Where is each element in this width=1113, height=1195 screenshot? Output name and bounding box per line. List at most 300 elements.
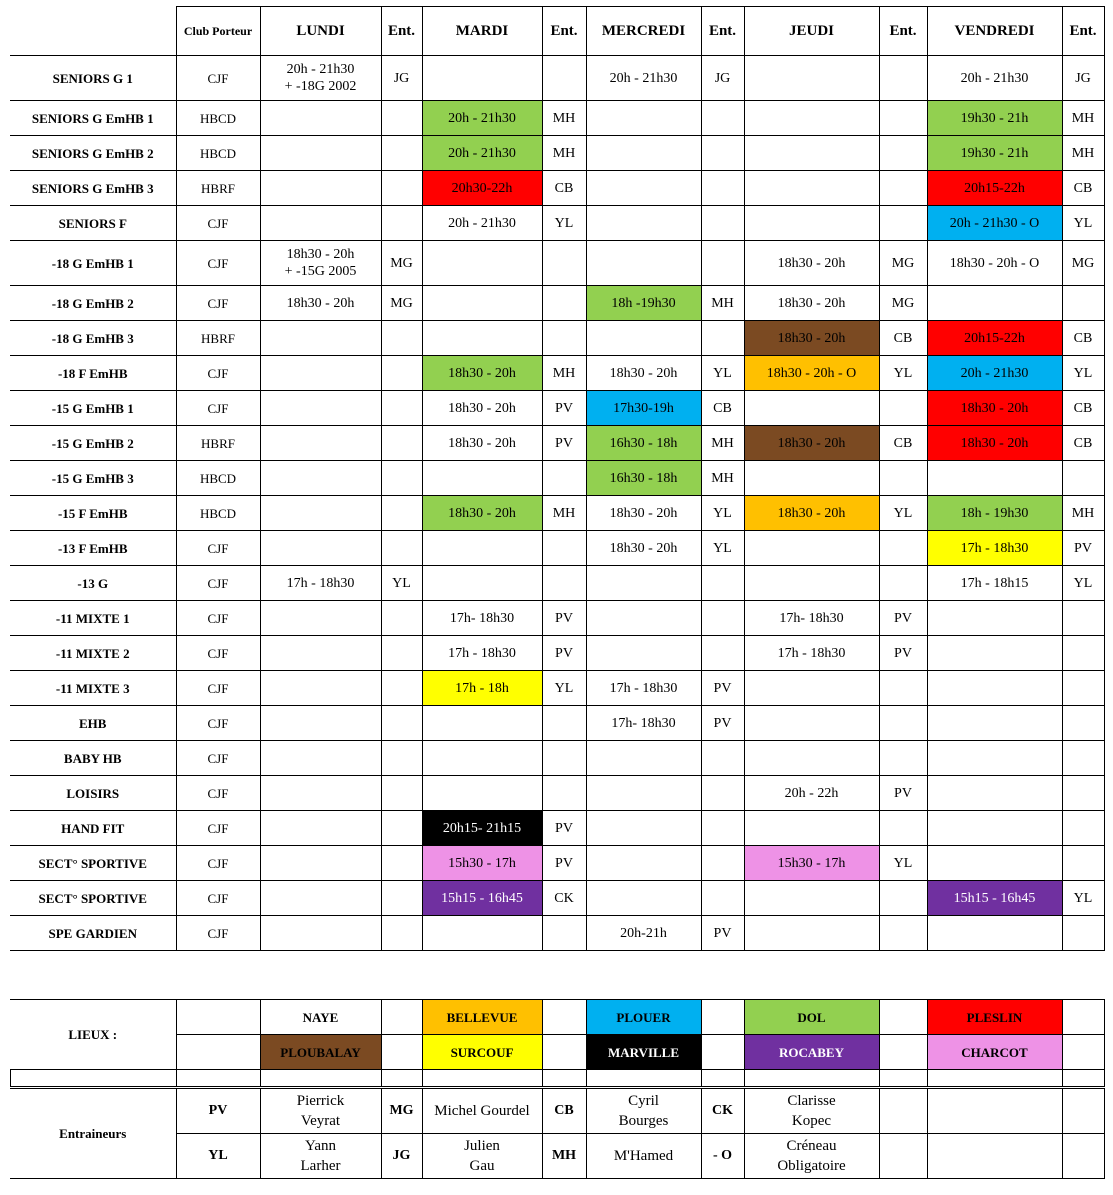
time-slot: 17h - 18h30 [260, 566, 381, 601]
time-slot: 17h - 18h30 [744, 636, 879, 671]
coach-code: MH [542, 136, 586, 171]
schedule-row [10, 461, 1104, 496]
time-slot [422, 566, 542, 601]
time-slot [586, 741, 701, 776]
time-slot: 15h15 - 16h45 [927, 881, 1062, 916]
club-porteur: CJF [176, 706, 260, 741]
time-slot: 19h30 - 21h [927, 136, 1062, 171]
time-slot [744, 206, 879, 241]
coach-code: MH [1062, 496, 1104, 531]
coach-code: PV [701, 706, 744, 741]
schedule-row [10, 426, 1104, 461]
time-slot [260, 321, 381, 356]
schedule-row [10, 916, 1104, 951]
coach-code [381, 706, 422, 741]
team-name: -13 F EmHB [10, 531, 176, 566]
coach-code [381, 206, 422, 241]
team-name: -11 MIXTE 3 [10, 671, 176, 706]
time-slot: 20h - 21h30 [927, 356, 1062, 391]
club-porteur: CJF [176, 811, 260, 846]
time-slot [260, 136, 381, 171]
location-swatch: CHARCOT [927, 1035, 1062, 1070]
club-porteur: CJF [176, 776, 260, 811]
empty-cell [542, 1000, 586, 1035]
coach-code [381, 811, 422, 846]
coach-code [1062, 776, 1104, 811]
club-porteur: CJF [176, 671, 260, 706]
schedule-row [10, 171, 1104, 206]
coach-code: CB [879, 321, 927, 356]
coach-code [701, 171, 744, 206]
club-porteur: CJF [176, 846, 260, 881]
coach-abbrev: MH [542, 1134, 586, 1179]
coach-code [701, 636, 744, 671]
empty-cell [1062, 1000, 1104, 1035]
schedule-row [10, 321, 1104, 356]
coach-code [701, 101, 744, 136]
schedule-row [10, 101, 1104, 136]
time-slot [586, 136, 701, 171]
coach-code [381, 136, 422, 171]
coach-code: PV [879, 601, 927, 636]
time-slot: 18h30 - 20h [260, 286, 381, 321]
coach-code: PV [542, 636, 586, 671]
location-swatch: ROCABEY [744, 1035, 879, 1070]
coach-code [879, 916, 927, 951]
time-slot [260, 601, 381, 636]
time-slot [586, 811, 701, 846]
time-slot [422, 741, 542, 776]
time-slot [260, 426, 381, 461]
coach-code [701, 601, 744, 636]
coach-code: MH [1062, 101, 1104, 136]
empty-cell [927, 1134, 1062, 1179]
team-name: -18 G EmHB 3 [10, 321, 176, 356]
time-slot [586, 241, 701, 286]
schedule-row [10, 136, 1104, 171]
time-slot: 18h30 - 20h [422, 426, 542, 461]
coach-code [381, 741, 422, 776]
time-slot: 20h - 22h [744, 776, 879, 811]
schedule-row [10, 636, 1104, 671]
coach-code [879, 461, 927, 496]
time-slot [260, 706, 381, 741]
schedule-row [10, 706, 1104, 741]
time-slot [422, 776, 542, 811]
time-slot: 18h30 - 20h [422, 496, 542, 531]
schedule-table [10, 6, 1105, 951]
time-slot [927, 461, 1062, 496]
time-slot: 17h - 18h [422, 671, 542, 706]
team-name: SENIORS G EmHB 3 [10, 171, 176, 206]
time-slot: 18h - 19h30 [927, 496, 1062, 531]
time-slot [260, 671, 381, 706]
coach-code: PV [542, 811, 586, 846]
coach-code: PV [542, 391, 586, 426]
time-slot: 18h30 - 20h [422, 391, 542, 426]
time-slot [260, 391, 381, 426]
coach-abbrev: - O [701, 1134, 744, 1179]
empty-cell [1062, 1035, 1104, 1070]
coach-name: Cyril Bourges [586, 1089, 701, 1134]
schedule-row [10, 286, 1104, 321]
empty-cell [879, 1089, 927, 1134]
club-porteur: CJF [176, 601, 260, 636]
time-slot: 16h30 - 18h [586, 426, 701, 461]
time-slot: 17h - 18h30 [422, 636, 542, 671]
time-slot [927, 811, 1062, 846]
team-name: -15 G EmHB 3 [10, 461, 176, 496]
time-slot: 20h - 21h30 [422, 101, 542, 136]
locations-legend [10, 999, 1105, 1070]
coach-code [542, 56, 586, 101]
time-slot [260, 356, 381, 391]
coach-code [381, 171, 422, 206]
club-porteur: CJF [176, 286, 260, 321]
coach-code [1062, 846, 1104, 881]
schedule-row [10, 671, 1104, 706]
time-slot: 20h30-22h [422, 171, 542, 206]
coach-abbrev: JG [381, 1134, 422, 1179]
team-name: SECT° SPORTIVE [10, 881, 176, 916]
time-slot [260, 741, 381, 776]
empty-cell [701, 1035, 744, 1070]
coach-code [381, 636, 422, 671]
club-porteur: CJF [176, 241, 260, 286]
schedule-row [10, 496, 1104, 531]
coach-code: YL [701, 531, 744, 566]
time-slot [744, 566, 879, 601]
time-slot: 16h30 - 18h [586, 461, 701, 496]
time-slot [422, 241, 542, 286]
time-slot [927, 776, 1062, 811]
coach-abbrev: CK [701, 1089, 744, 1134]
coach-code [701, 241, 744, 286]
coach-abbrev: YL [176, 1134, 260, 1179]
coach-abbrev: PV [176, 1089, 260, 1134]
time-slot [927, 741, 1062, 776]
time-slot: 17h - 18h30 [927, 531, 1062, 566]
club-porteur: HBCD [176, 496, 260, 531]
legend-label: LIEUX : [10, 1000, 176, 1070]
time-slot: 15h30 - 17h [744, 846, 879, 881]
coach-code: PV [701, 916, 744, 951]
time-slot: 17h- 18h30 [586, 706, 701, 741]
time-slot [586, 881, 701, 916]
time-slot [927, 601, 1062, 636]
day-header: VENDREDI [927, 7, 1062, 56]
coach-code: PV [1062, 531, 1104, 566]
empty-cell [879, 1134, 927, 1179]
coach-code: YL [879, 846, 927, 881]
time-slot [422, 916, 542, 951]
time-slot: 17h- 18h30 [422, 601, 542, 636]
coach-code: MH [701, 286, 744, 321]
coach-code [542, 776, 586, 811]
time-slot: 17h30-19h [586, 391, 701, 426]
ent-header: Ent. [381, 7, 422, 56]
coach-code: YL [542, 671, 586, 706]
location-swatch: DOL [744, 1000, 879, 1035]
day-header: MERCREDI [586, 7, 701, 56]
time-slot: 20h15- 21h15 [422, 811, 542, 846]
club-porteur: HBCD [176, 101, 260, 136]
time-slot: 20h15-22h [927, 171, 1062, 206]
coach-code [1062, 461, 1104, 496]
coach-code [701, 741, 744, 776]
empty-cell [701, 1000, 744, 1035]
time-slot: 20h - 21h30 [927, 56, 1062, 101]
coach-code [879, 671, 927, 706]
coach-code: YL [542, 206, 586, 241]
team-name: SENIORS G EmHB 2 [10, 136, 176, 171]
coach-code [542, 706, 586, 741]
coach-code [879, 566, 927, 601]
time-slot [260, 496, 381, 531]
coach-code: PV [542, 426, 586, 461]
time-slot: 20h - 21h30 + -18G 2002 [260, 56, 381, 101]
coaches-legend [10, 1088, 1105, 1179]
time-slot [260, 846, 381, 881]
time-slot: 18h30 - 20h [744, 241, 879, 286]
coach-code [381, 671, 422, 706]
coach-code: CB [1062, 391, 1104, 426]
club-porteur: HBCD [176, 461, 260, 496]
time-slot: 20h - 21h30 - O [927, 206, 1062, 241]
coach-code [879, 206, 927, 241]
empty-cell [381, 1035, 422, 1070]
team-name: SENIORS G 1 [10, 56, 176, 101]
coach-code: PV [542, 601, 586, 636]
coach-code: YL [1062, 881, 1104, 916]
time-slot [744, 56, 879, 101]
coach-code [701, 566, 744, 601]
coach-code: MH [542, 496, 586, 531]
time-slot [422, 461, 542, 496]
time-slot [744, 136, 879, 171]
coach-code [1062, 636, 1104, 671]
coach-code [381, 461, 422, 496]
time-slot [586, 101, 701, 136]
coach-code: CB [542, 171, 586, 206]
coach-code [701, 811, 744, 846]
day-header: JEUDI [744, 7, 879, 56]
coach-code [542, 566, 586, 601]
time-slot [260, 811, 381, 846]
empty-cell [176, 1035, 260, 1070]
coach-code [381, 426, 422, 461]
time-slot [260, 636, 381, 671]
time-slot: 15h30 - 17h [422, 846, 542, 881]
coach-code [381, 321, 422, 356]
time-slot: 18h30 - 20h [927, 426, 1062, 461]
location-swatch: PLESLIN [927, 1000, 1062, 1035]
coach-code: PV [542, 846, 586, 881]
coach-code [1062, 741, 1104, 776]
coach-code [1062, 811, 1104, 846]
time-slot [927, 636, 1062, 671]
coach-code [879, 391, 927, 426]
location-swatch: SURCOUF [422, 1035, 542, 1070]
team-name: HAND FIT [10, 811, 176, 846]
coach-code: YL [1062, 356, 1104, 391]
coach-code [879, 531, 927, 566]
coach-code [1062, 286, 1104, 321]
coach-code: JG [701, 56, 744, 101]
team-name: SPE GARDIEN [10, 916, 176, 951]
coach-code [542, 531, 586, 566]
schedule-row [10, 601, 1104, 636]
time-slot: 18h30 - 20h [586, 356, 701, 391]
coach-code [381, 846, 422, 881]
coach-code [701, 136, 744, 171]
empty-cell [1062, 1134, 1104, 1179]
coach-code [1062, 916, 1104, 951]
coach-code: MH [1062, 136, 1104, 171]
coach-code: JG [381, 56, 422, 101]
schedule-row [10, 356, 1104, 391]
location-swatch: PLOUBALAY [260, 1035, 381, 1070]
ent-header: Ent. [542, 7, 586, 56]
coach-code [701, 846, 744, 881]
empty-cell [1062, 1089, 1104, 1134]
time-slot [927, 671, 1062, 706]
schedule-row [10, 206, 1104, 241]
schedule-row [10, 811, 1104, 846]
club-porteur: HBRF [176, 171, 260, 206]
coach-code [381, 496, 422, 531]
coach-code [542, 741, 586, 776]
coach-code [879, 101, 927, 136]
time-slot [744, 391, 879, 426]
coach-abbrev: MG [381, 1089, 422, 1134]
team-name: -18 F EmHB [10, 356, 176, 391]
club-porteur: HBCD [176, 136, 260, 171]
team-name: -15 G EmHB 1 [10, 391, 176, 426]
time-slot [260, 101, 381, 136]
time-slot: 18h -19h30 [586, 286, 701, 321]
club-porteur: CJF [176, 741, 260, 776]
time-slot: 17h - 18h30 [586, 671, 701, 706]
time-slot [927, 286, 1062, 321]
location-swatch: NAYE [260, 1000, 381, 1035]
coach-code: YL [879, 356, 927, 391]
club-header: Club Porteur [176, 7, 260, 56]
team-name: SENIORS G EmHB 1 [10, 101, 176, 136]
time-slot [744, 671, 879, 706]
empty-cell [927, 1089, 1062, 1134]
ent-header: Ent. [879, 7, 927, 56]
time-slot [744, 881, 879, 916]
coach-code [542, 241, 586, 286]
club-porteur: CJF [176, 881, 260, 916]
coach-code: MH [542, 101, 586, 136]
time-slot: 18h30 - 20h [744, 321, 879, 356]
time-slot: 20h - 21h30 [422, 136, 542, 171]
schedule-row [10, 881, 1104, 916]
time-slot: 18h30 - 20h [586, 496, 701, 531]
coach-code: PV [701, 671, 744, 706]
coach-code: CB [1062, 321, 1104, 356]
coaches-label: Entraineurs [10, 1089, 176, 1179]
club-porteur: HBRF [176, 426, 260, 461]
club-porteur: CJF [176, 566, 260, 601]
coach-code [701, 321, 744, 356]
time-slot [744, 811, 879, 846]
team-name: -18 G EmHB 1 [10, 241, 176, 286]
time-slot [422, 56, 542, 101]
time-slot [586, 776, 701, 811]
time-slot [744, 461, 879, 496]
schedule-row [10, 776, 1104, 811]
coach-code: YL [381, 566, 422, 601]
coach-code [542, 916, 586, 951]
time-slot: 18h30 - 20h [927, 391, 1062, 426]
club-porteur: HBRF [176, 321, 260, 356]
coach-code [879, 136, 927, 171]
coach-code: CB [1062, 426, 1104, 461]
time-slot [586, 321, 701, 356]
spacer-row [10, 1069, 1105, 1087]
club-porteur: CJF [176, 916, 260, 951]
coach-code [879, 171, 927, 206]
time-slot: 18h30 - 20h [586, 531, 701, 566]
coach-code [879, 811, 927, 846]
time-slot [586, 846, 701, 881]
coach-code: CB [701, 391, 744, 426]
empty-cell [381, 1000, 422, 1035]
coach-code: YL [701, 496, 744, 531]
time-slot: 15h15 - 16h45 [422, 881, 542, 916]
time-slot [744, 171, 879, 206]
time-slot [586, 566, 701, 601]
time-slot [586, 171, 701, 206]
coach-code [542, 461, 586, 496]
coach-code [381, 881, 422, 916]
coach-code [701, 881, 744, 916]
schedule-row [10, 531, 1104, 566]
time-slot [744, 706, 879, 741]
corner-cell [10, 7, 176, 56]
coach-code [542, 286, 586, 321]
team-name: LOISIRS [10, 776, 176, 811]
coach-name: Clarisse Kopec [744, 1089, 879, 1134]
time-slot: 18h30 - 20h - O [927, 241, 1062, 286]
coach-code: MG [381, 241, 422, 286]
time-slot [260, 461, 381, 496]
coach-name: Créneau Obligatoire [744, 1134, 879, 1179]
time-slot [744, 531, 879, 566]
coach-name: Julien Gau [422, 1134, 542, 1179]
time-slot [260, 916, 381, 951]
team-name: BABY HB [10, 741, 176, 776]
time-slot [927, 916, 1062, 951]
coach-code: CB [1062, 171, 1104, 206]
ent-header: Ent. [701, 7, 744, 56]
coach-code [879, 706, 927, 741]
time-slot [260, 206, 381, 241]
time-slot: 20h - 21h30 [422, 206, 542, 241]
team-name: -15 F EmHB [10, 496, 176, 531]
club-porteur: CJF [176, 56, 260, 101]
coach-code [879, 56, 927, 101]
coach-code [381, 356, 422, 391]
coach-code [381, 776, 422, 811]
time-slot [260, 776, 381, 811]
time-slot [586, 636, 701, 671]
coach-code [701, 206, 744, 241]
day-header: LUNDI [260, 7, 381, 56]
